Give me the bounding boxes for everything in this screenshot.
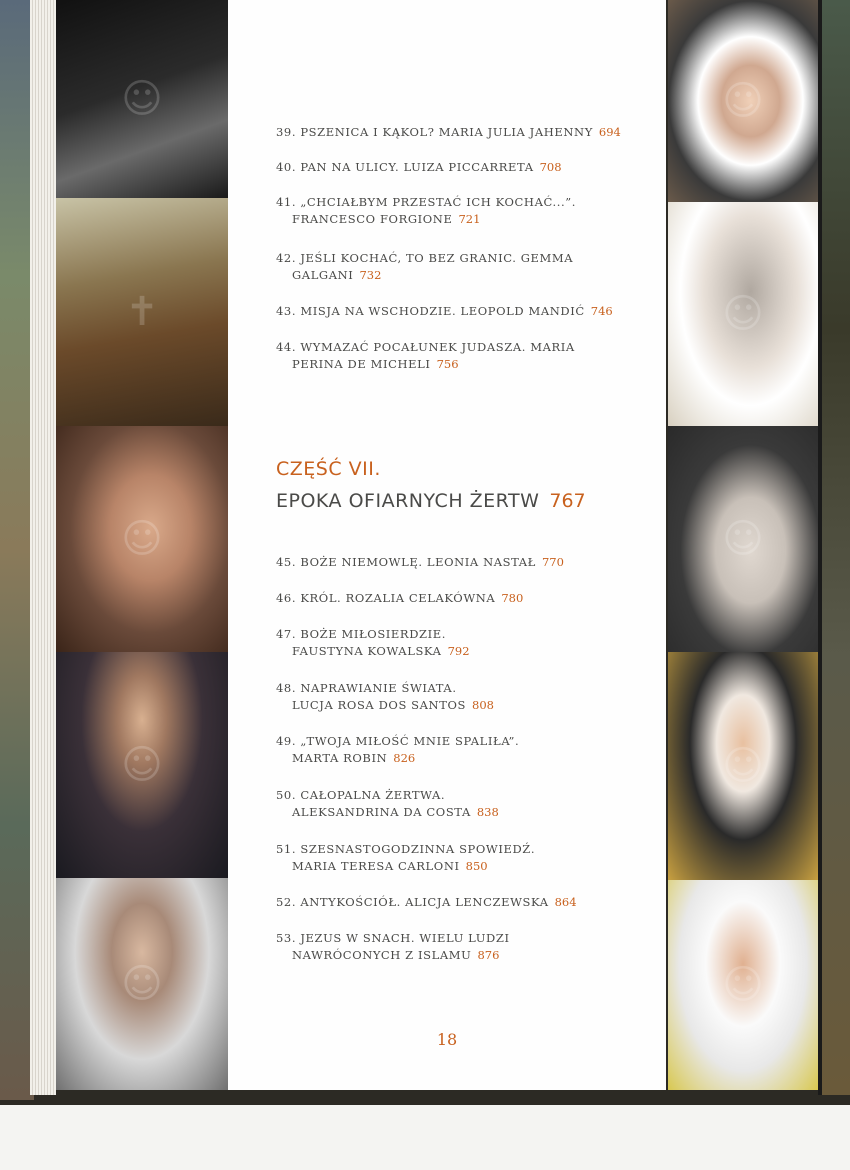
portrait-photo-icon: ☺: [121, 76, 163, 122]
toc-entry-title: 40. PAN NA ULICY. LUIZA PICCARRETA: [276, 160, 534, 174]
toc-entry[interactable]: [276, 339, 636, 372]
part-title-page: 767: [549, 490, 586, 512]
book-page-edges: [30, 0, 56, 1095]
toc-entry-title: 47. BOŻE MIŁOSIERDZIE.: [276, 627, 446, 641]
right-divider: [818, 0, 822, 1095]
toc-entry[interactable]: [276, 590, 636, 607]
toc-entry-title: 39. PSZENICA I KĄKOL? MARIA JULIA JAHENNY: [276, 125, 593, 139]
toc-entry-page: 708: [539, 160, 562, 174]
page-number: 18: [436, 1030, 458, 1049]
portrait-photo-icon: ☺: [121, 961, 163, 1007]
toc-entry-title-cont: MARIA TERESA CARLONI: [292, 858, 460, 873]
portrait-photo-icon: ☺: [722, 516, 764, 562]
toc-entry[interactable]: [276, 894, 636, 911]
portrait-photo-5: [668, 0, 818, 202]
contents-page: [228, 0, 666, 1090]
toc-entry-title: 49. „TWOJA MIŁOŚĆ MNIE SPALIŁA”.: [276, 734, 520, 748]
crucifixion-painting: [56, 198, 228, 426]
toc-entry-title: 51. SZESNASTOGODZINNA SPOWIEDŹ.: [276, 842, 536, 856]
toc-entry[interactable]: [276, 841, 636, 874]
toc-entry-title: 41. „CHCIAŁBYM PRZESTAĆ ICH KOCHAĆ...”.: [276, 195, 576, 209]
toc-entry-page: 770: [541, 555, 564, 569]
toc-entry-title-cont: FAUSTYNA KOWALSKA: [292, 643, 442, 658]
toc-entry-title-cont: ALEKSANDRINA DA COSTA: [292, 804, 471, 819]
toc-entry-title: 46. KRÓL. ROZALIA CELAKÓWNA: [276, 591, 496, 605]
toc-entry-page: 838: [476, 804, 499, 819]
toc-entry-title: 52. ANTYKOŚCIÓŁ. ALICJA LENCZEWSKA: [276, 895, 549, 909]
toc-entry[interactable]: [276, 194, 636, 227]
portrait-photo-icon: ☺: [722, 78, 764, 124]
scanner-margin: [0, 1105, 850, 1170]
toc-entry[interactable]: [276, 680, 636, 713]
portrait-photo-3: [56, 652, 228, 878]
portrait-photo-icon: ☺: [722, 291, 764, 337]
toc-entry-title-cont: PERINA DE MICHELI: [292, 356, 431, 371]
toc-entry-page: 694: [598, 125, 621, 139]
portrait-photo-1: [56, 0, 228, 198]
portrait-photo-2: [56, 426, 228, 652]
portrait-photo-icon: ☺: [722, 743, 764, 789]
toc-entry-page: 850: [465, 858, 488, 873]
toc-entry-title-cont: MARTA ROBIN: [292, 750, 388, 765]
toc-entry-title-cont: FRANCESCO FORGIONE: [292, 211, 453, 226]
toc-entry-page: 792: [447, 643, 470, 658]
toc-entry-page: 746: [590, 304, 613, 318]
toc-entry[interactable]: [276, 930, 636, 963]
toc-entry-title: 50. CAŁOPALNA ŻERTWA.: [276, 788, 446, 802]
portrait-photo-icon: ☺: [722, 962, 764, 1008]
part-label: CZĘŚĆ VII.: [276, 458, 381, 480]
part-title[interactable]: [276, 490, 586, 512]
toc-entry-page: 780: [501, 591, 524, 605]
toc-entry-page: 826: [393, 750, 416, 765]
toc-entry[interactable]: [276, 124, 636, 141]
toc-entry[interactable]: [276, 554, 636, 571]
toc-entry-page: 864: [554, 895, 577, 909]
toc-entry-title: 43. MISJA NA WSCHODZIE. LEOPOLD MANDIĆ: [276, 304, 585, 318]
toc-entry-title-cont: NAWRÓCONYCH Z ISLAMU: [292, 947, 472, 962]
portrait-photo-7: [668, 426, 818, 652]
portrait-photo-6: [668, 202, 818, 426]
toc-entry-page: 732: [359, 267, 382, 282]
portrait-photo-9: [668, 880, 818, 1090]
toc-entry-title: 53. JEZUS W SNACH. WIELU LUDZI: [276, 931, 510, 945]
right-spine-strip: [818, 0, 850, 1095]
toc-entry[interactable]: [276, 159, 636, 176]
toc-entry-title: 44. WYMAZAĆ POCAŁUNEK JUDASZA. MARIA: [276, 340, 575, 354]
toc-entry-title-cont: GALGANI: [292, 267, 354, 282]
toc-entry-title: 45. BOŻE NIEMOWLĘ. LEONIA NASTAŁ: [276, 555, 536, 569]
toc-entry-title-cont: LUCJA ROSA DOS SANTOS: [292, 697, 466, 712]
toc-entry-title: 42. JEŚLI KOCHAĆ, TO BEZ GRANIC. GEMMA: [276, 251, 574, 265]
portrait-photo-icon: ☺: [121, 516, 163, 562]
cross-icon: ✝: [125, 289, 159, 335]
toc-entry[interactable]: [276, 303, 636, 320]
toc-entry[interactable]: [276, 626, 636, 659]
portrait-photo-8: [668, 652, 818, 880]
toc-entry-page: 721: [458, 211, 481, 226]
portrait-photo-4: [56, 878, 228, 1090]
toc-entry[interactable]: [276, 733, 636, 766]
part-title-text: EPOKA OFIARNYCH ŻERTW: [276, 490, 540, 512]
toc-entry-page: 876: [477, 947, 500, 962]
toc-entry-page: 808: [472, 697, 494, 712]
toc-entry[interactable]: [276, 787, 636, 820]
toc-entry-page: 756: [436, 356, 459, 371]
left-spine-strip: [0, 0, 34, 1100]
toc-entry-title: 48. NAPRAWIANIE ŚWIATA.: [276, 681, 457, 695]
toc-entry[interactable]: [276, 250, 636, 283]
portrait-photo-icon: ☺: [121, 742, 163, 788]
